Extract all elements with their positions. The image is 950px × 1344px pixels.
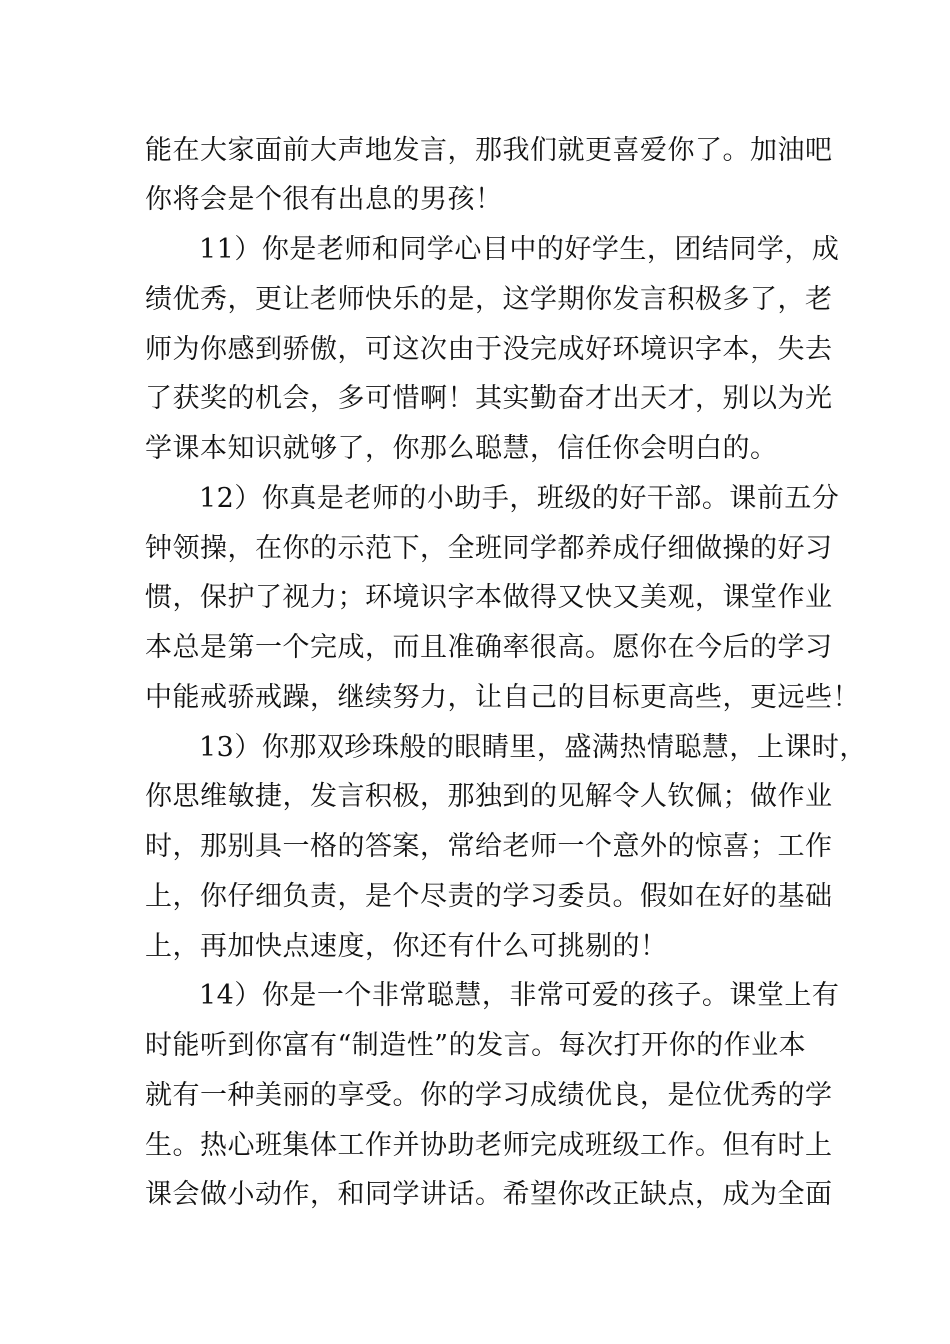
- text-line: 学课本知识就够了，你那么聪慧，信任你会明白的。: [145, 433, 778, 464]
- paragraph-13-start: 13）你那双珍珠般的眼睛里，盛满热情聪慧，上课时，: [199, 732, 867, 763]
- text-line: 钟领操，在你的示范下，全班同学都养成仔细做操的好习: [145, 533, 833, 564]
- text-line: 绩优秀，更让老师快乐的是，这学期你发言积极多了，老: [145, 284, 833, 315]
- text-line: 时，那别具一格的答案，常给老师一个意外的惊喜；工作: [145, 831, 833, 862]
- paragraph-12-start: 12）你真是老师的小助手，班级的好干部。课前五分: [199, 483, 840, 514]
- text-line: 上，你仔细负责，是个尽责的学习委员。假如在好的基础: [145, 881, 833, 912]
- paragraph-11-start: 11）你是老师和同学心目中的好学生，团结同学，成: [199, 234, 840, 265]
- text-line: 了获奖的机会，多可惜啊！其实勤奋才出天才，别以为光: [145, 383, 833, 414]
- text-line: 就有一种美丽的享受。你的学习成绩优良，是位优秀的学: [145, 1080, 833, 1111]
- text-line: 时能听到你富有“制造性”的发言。每次打开你的作业本: [145, 1030, 807, 1061]
- text-line: 本总是第一个完成，而且准确率很高。愿你在今后的学习: [145, 632, 833, 663]
- text-line: 生。热心班集体工作并协助老师完成班级工作。但有时上: [145, 1130, 833, 1161]
- text-line: 师为你感到骄傲，可这次由于没完成好环境识字本，失去: [145, 334, 833, 365]
- text-line: 上，再加快点速度，你还有什么可挑剔的！: [145, 931, 668, 962]
- text-line: 中能戒骄戒躁，继续努力，让自己的目标更高些，更远些！: [145, 682, 860, 713]
- text-line: 课会做小动作，和同学讲话。希望你改正缺点，成为全面: [145, 1179, 833, 1210]
- text-line: 你将会是个很有出息的男孩！: [145, 184, 503, 215]
- text-line: 你思维敏捷，发言积极，那独到的见解令人钦佩；做作业: [145, 781, 833, 812]
- paragraph-14-start: 14）你是一个非常聪慧，非常可爱的孩子。课堂上有: [199, 980, 840, 1011]
- text-line: 能在大家面前大声地发言，那我们就更喜爱你了。加油吧: [145, 135, 833, 166]
- text-line: 惯，保护了视力；环境识字本做得又快又美观，课堂作业: [145, 582, 833, 613]
